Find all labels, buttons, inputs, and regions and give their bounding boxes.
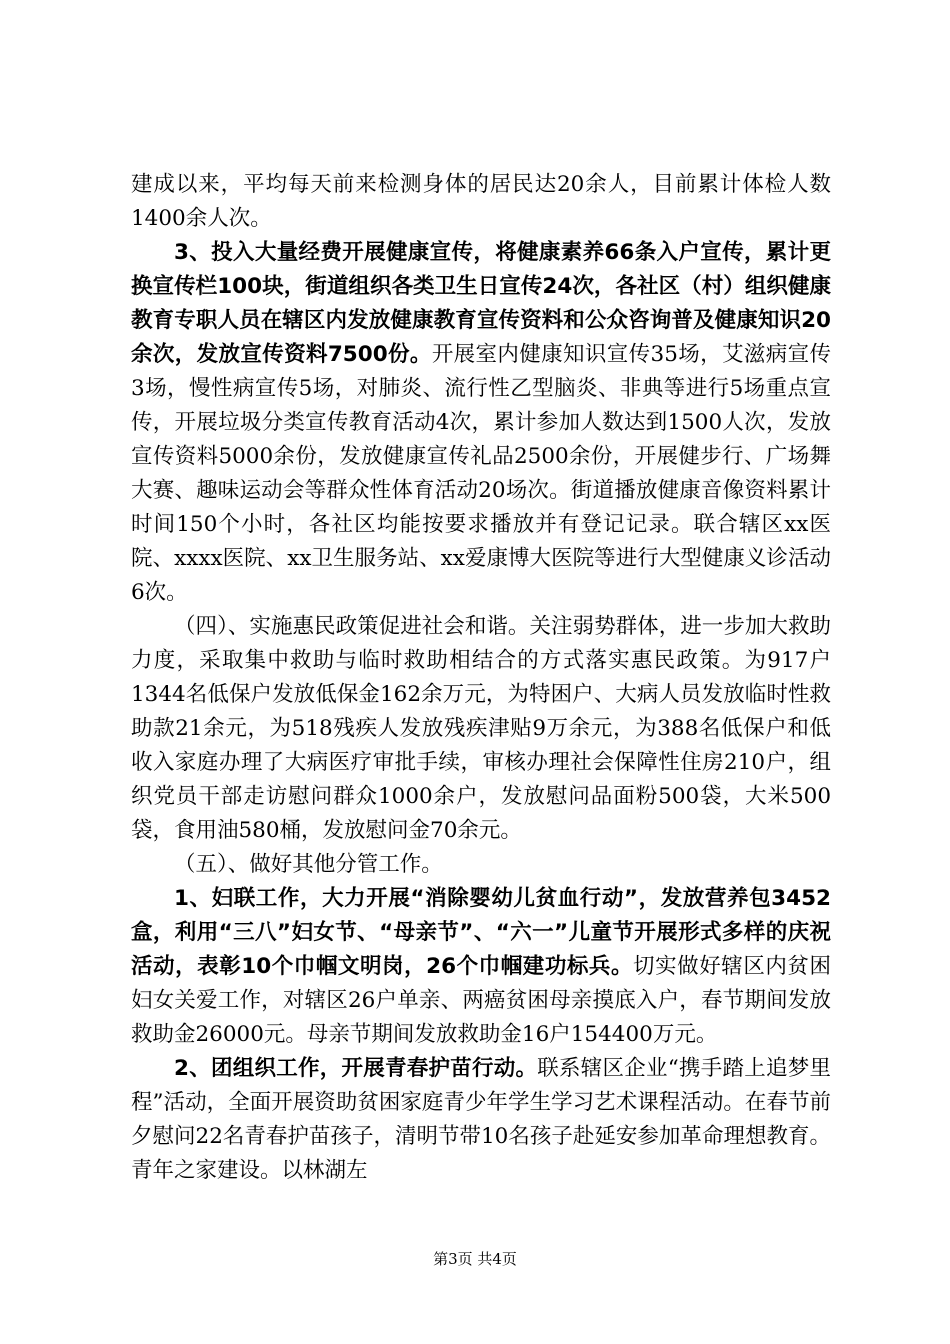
paragraph-5: [131, 882, 831, 1052]
paragraph-text: 建成以来，平均每天前来检测身体的居民达20余人，目前累计体检人数1400余人次。: [131, 172, 831, 231]
paragraph-4: [131, 848, 831, 882]
paragraph-text: 开展室内健康知识宣传35场，艾滋病宣传3场，慢性病宣传5场，对肺炎、流行性乙型脑炎、非典等进行5场重点宣传，开展垃圾分类宣传教育活动4次，累计参加人数达到1500人次，发放宣传资料5000余份，发放健康宣传礼品2500余份，开展健步行、广场舞大赛、趣味运动会等群众性体育活动20场次。街道播放健康音像资料累计时间150个小时，各社区均能按要求播放并有登记记录。联合辖区xx医院、xxxx医院、xx卫生服务站、xx爱康博大医院等进行大型健康义诊活动6次。: [131, 342, 831, 605]
paragraph-bold-lead: 3、投入大量经费开展健康宣传，将健康素养66条入户宣传，累计更换宣传栏100块，街道组织各类卫生日宣传24次，各社区（村）组织健康教育专职人员在辖区内发放健康教育宣传资料和公众咨询普及健康知识20余次，发放宣传资料7500份。: [131, 240, 831, 367]
paragraph-text: （五）、做好其他分管工作。: [174, 852, 443, 877]
paragraph-bold-lead: 1、妇联工作，大力开展“消除婴幼儿贫血行动”，发放营养包3452盒，利用“三八”妇女节、“母亲节”、“六一”儿童节开展形式多样的庆祝活动，表彰10个巾帼文明岗，26个巾帼建功标兵。: [131, 886, 831, 979]
paragraph-text: 切实做好辖区内贫困妇女关爱工作，对辖区26户单亲、两癌贫困母亲摸底入户，春节期间发放救助金26000元。母亲节期间发放救助金16户154400万元。: [131, 954, 831, 1047]
paragraph-text: （四）、实施惠民政策促进社会和谐。关注弱势群体，进一步加大救助力度，采取集中救助与临时救助相结合的方式落实惠民政策。为917户1344名低保户发放低保金162余万元，为特困户、大病人员发放临时性救助款21余元，为518残疾人发放残疾津贴9万余元，为388名低保户和低收入家庭办理了大病医疗审批手续，审核办理社会保障性住房210户，组织党员干部走访慰问群众1000余户，发放慰问品面粉500袋，大米500袋，食用油580桶，发放慰问金70余元。: [131, 614, 831, 843]
paragraph-3: [131, 610, 831, 848]
document-body: [131, 168, 831, 1188]
paragraph-6: [131, 1052, 831, 1188]
paragraph-bold-lead: 2、团组织工作，开展青春护苗行动。: [174, 1056, 538, 1081]
page-number: 第3页 共4页: [433, 1250, 517, 1268]
paragraph-2: [131, 236, 831, 610]
page-footer: [0, 1248, 950, 1269]
paragraph-text: 联系辖区企业“携手踏上追梦里程”活动，全面开展资助贫困家庭青少年学生学习艺术课程活动。在春节前夕慰问22名青春护苗孩子，清明节带10名孩子赴延安参加革命理想教育。青年之家建设。以林湖左: [131, 1056, 831, 1183]
paragraph-1: [131, 168, 831, 236]
